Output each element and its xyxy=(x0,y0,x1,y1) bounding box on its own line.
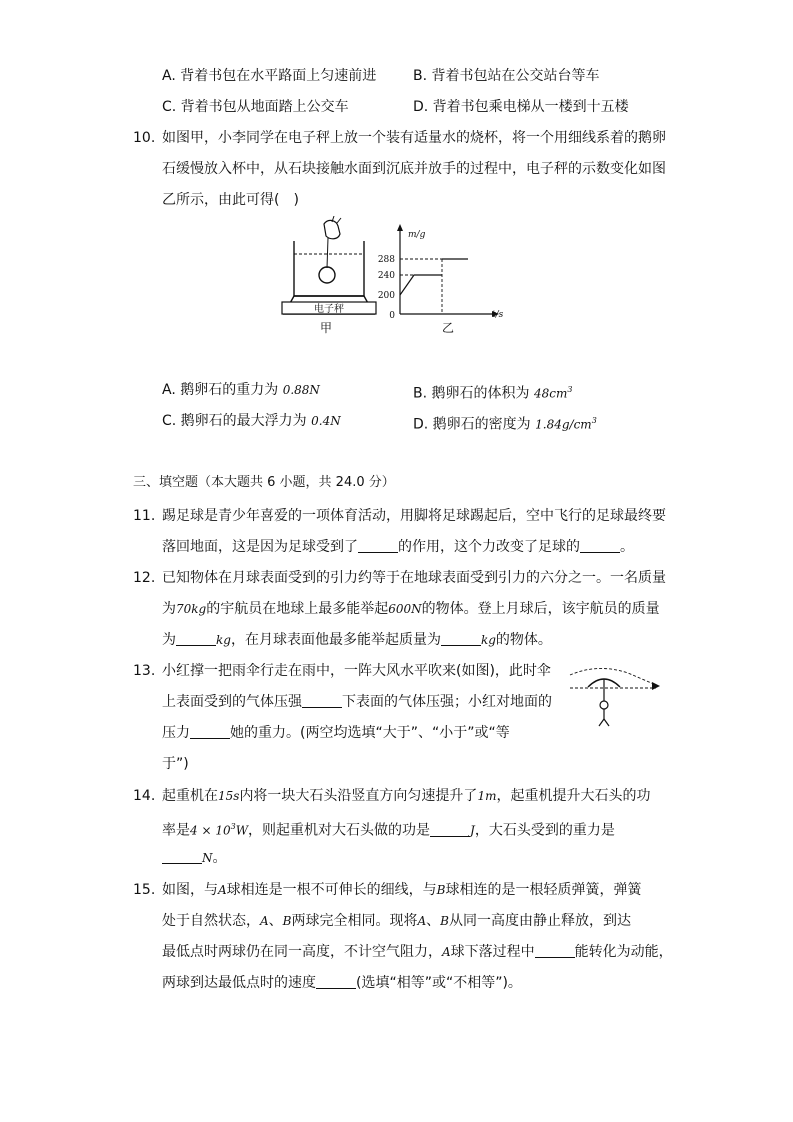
hand-icon xyxy=(324,220,340,238)
q10-option-a xyxy=(162,380,320,400)
y-axis-label: m/g xyxy=(408,230,426,240)
q15-line1-b: 球相连是一根不可伸长的细线，与 xyxy=(226,882,437,898)
q14-line1-b: 内将一块大石头沿竖直方向匀速提升了 xyxy=(239,788,478,804)
q13-line3-a: 压力 xyxy=(162,725,190,741)
q12-force-value: 600N xyxy=(388,602,422,616)
q15-ball-b-2: B xyxy=(282,914,292,928)
q12-line3-b: ，在月球表面他最多能举起质量为 xyxy=(230,632,441,648)
q11-line2-a: 落回地面，这是因为足球受到了 xyxy=(162,539,358,555)
q14-number: 14. xyxy=(133,788,156,804)
q11-line2-c: 。 xyxy=(620,539,634,555)
q10-option-d-value: 1.84g/cm xyxy=(535,417,592,432)
q15-line2-d: 、 xyxy=(426,913,441,929)
q10-number: 10. xyxy=(133,130,156,146)
q12-line2-c: 的物体。登上月球后，该宇航员的质量 xyxy=(421,601,660,617)
q13-line1: 小红撑一把雨伞行走在雨中，一阵大风水平吹来(如图)，此时伞 xyxy=(162,663,551,679)
q10-option-b-sup: 3 xyxy=(567,385,573,394)
q14-line2-a: 率是 xyxy=(162,822,190,839)
q11-blank-2[interactable] xyxy=(580,538,620,553)
string-line xyxy=(327,238,328,268)
q10-figure-beaker xyxy=(280,216,380,338)
q14-blank-2[interactable] xyxy=(162,849,202,864)
q12-number: 12. xyxy=(133,570,156,586)
q13-line2-b: 下表面的气体压强；小红对地面的 xyxy=(342,694,552,710)
q14-unit-j: J xyxy=(470,823,475,838)
q10-option-b xyxy=(413,380,572,404)
q11-number: 11. xyxy=(133,508,156,524)
q10-option-d xyxy=(413,411,597,435)
q15-line4 xyxy=(162,973,522,993)
person-head xyxy=(600,701,608,709)
q12-mass-value: 70kg xyxy=(176,602,207,616)
q15-line1-c: 球相连的是一根轻质弹簧，弹簧 xyxy=(445,882,642,898)
q13-line4: 于”) xyxy=(162,756,189,772)
series-line-rise xyxy=(400,275,442,295)
q10-option-d-sup: 3 xyxy=(591,416,597,425)
scale-label: 电子秤 xyxy=(314,304,344,315)
q10-option-d-text: D. 鹅卵石的密度为 xyxy=(413,416,531,433)
q14-blank-1[interactable] xyxy=(430,822,470,837)
q12-line2-b: 的宇航员在地球上最多能举起 xyxy=(206,601,389,617)
q13-blank-1[interactable] xyxy=(302,693,342,708)
q12-line3-a: 为 xyxy=(162,632,176,648)
q13-line3 xyxy=(162,723,510,743)
q15-ball-a-3: A xyxy=(417,914,427,928)
q15-ball-a-2: A xyxy=(260,914,269,928)
q10-option-c xyxy=(162,411,341,431)
q9-option-d: D. 背着书包乘电梯从一楼到十五楼 xyxy=(413,99,629,115)
q11-line1: 踢足球是青少年喜爱的一项体育活动，用脚将足球踢起后，空中飞行的足球最终要 xyxy=(162,508,666,524)
q14-unit-n: N xyxy=(202,851,213,865)
q14-line2 xyxy=(162,817,615,841)
pebble-circle xyxy=(319,267,335,283)
figure-caption-left: 甲 xyxy=(319,321,333,335)
wind-line-upper xyxy=(570,668,656,685)
q14-height-value: 1m xyxy=(477,789,497,803)
q12-blank-1[interactable] xyxy=(176,631,216,646)
q12-blank-2[interactable] xyxy=(441,631,481,646)
q14-line1-c: ，起重机提升大石头的功 xyxy=(496,788,651,804)
q15-line3-b: 球下落过程中 xyxy=(450,944,535,960)
q15-line1 xyxy=(162,880,642,900)
q14-power-value: 4 × 10 xyxy=(190,823,231,838)
q13-line3-b: 她的重力。(两空均选填“大于”、“小于”或“等 xyxy=(230,725,510,741)
y-tick-200: 200 xyxy=(377,291,395,301)
q15-line2-e: 从同一高度由静止释放，到达 xyxy=(449,913,631,929)
q14-line1-a: 起重机在 xyxy=(162,788,218,804)
q14-time-value: 15s xyxy=(218,789,240,803)
q15-line2-c: 两球完全相同。现将 xyxy=(291,913,418,929)
q13-line2 xyxy=(162,692,552,712)
q15-ball-b: B xyxy=(436,883,446,897)
q13-number: 13. xyxy=(133,663,156,679)
q10-stem-line1: 如图甲，小李同学在电子秤上放一个装有适量水的烧杯，将一个用细线系着的鹅卵 xyxy=(162,130,666,146)
q10-option-b-text: B. 鹅卵石的体积为 xyxy=(413,385,530,402)
q14-power-exp: 3 xyxy=(230,822,236,831)
q15-blank-1[interactable] xyxy=(535,943,575,958)
q12-line2-a: 为 xyxy=(162,601,176,617)
q11-line2-b: 的作用，这个力改变了足球的 xyxy=(398,539,580,555)
q10-stem-line2: 石缓慢放入杯中，从石块接触水面到沉底并放手的过程中，电子秤的示数变化如图 xyxy=(162,161,666,177)
q15-line1-a: 如图，与 xyxy=(162,882,218,898)
q12-line1: 已知物体在月球表面受到的引力约等于在地球表面受到引力的六分之一。一名质量 xyxy=(162,570,666,586)
q13-line2-a: 上表面受到的气体压强 xyxy=(162,694,302,710)
y-tick-288: 288 xyxy=(377,255,395,265)
q15-line3 xyxy=(162,942,673,962)
q11-blank-1[interactable] xyxy=(358,538,398,553)
q10-option-a-value: 0.88N xyxy=(282,383,320,397)
q9-option-b: B. 背着书包站在公交站台等车 xyxy=(413,68,600,84)
figure-caption-right: 乙 xyxy=(441,321,455,334)
q10-figure-graph xyxy=(370,222,515,334)
q10-option-a-text: A. 鹅卵石的重力为 xyxy=(162,382,279,398)
section-title: 三、填空题（本大题共 6 小题，共 24.0 分） xyxy=(133,475,395,490)
q15-blank-2[interactable] xyxy=(316,974,356,989)
q10-option-c-text: C. 鹅卵石的最大浮力为 xyxy=(162,413,307,429)
q15-line2-a: 处于自然状态， xyxy=(162,913,260,929)
x-axis-label: t/s xyxy=(492,310,504,320)
q14-line2-c: ，大石头受到的重力是 xyxy=(474,822,615,839)
beaker-outline xyxy=(294,241,364,296)
q10-option-b-value: 48cm xyxy=(533,386,568,401)
q11-line2 xyxy=(162,537,634,557)
q9-option-a: A. 背着书包在水平路面上匀速前进 xyxy=(162,68,377,84)
q15-ball-a-4: A xyxy=(442,945,451,959)
q10-option-c-value: 0.4N xyxy=(311,414,341,428)
y-tick-240: 240 xyxy=(377,271,395,281)
y-tick-0: 0 xyxy=(389,311,395,321)
q12-line3 xyxy=(162,630,552,650)
q12-line3-c: 的物体。 xyxy=(495,632,552,648)
q14-line3-c: 。 xyxy=(212,850,227,866)
q15-line2 xyxy=(162,911,631,931)
q14-line1 xyxy=(162,786,650,806)
arrow-right-icon xyxy=(652,682,660,690)
q15-line3-a: 最低点时两球仍在同一高度，不计空气阻力， xyxy=(162,944,442,960)
q9-option-c: C. 背着书包从地面踏上公交车 xyxy=(162,99,349,115)
q12-line2 xyxy=(162,599,660,619)
q15-line3-c: 能转化为动能， xyxy=(574,944,673,960)
q10-stem-line3: 乙所示，由此可得( ) xyxy=(162,192,299,208)
q13-blank-2[interactable] xyxy=(190,724,230,739)
q15-line2-b: 、 xyxy=(268,913,283,929)
q15-line4-a: 两球到达最低点时的速度 xyxy=(162,975,316,991)
q12-unit-2: kg xyxy=(480,633,496,647)
q12-unit-1: kg xyxy=(216,633,231,647)
q14-line2-b: ，则起重机对大石头做的功是 xyxy=(248,822,431,839)
q15-ball-b-3: B xyxy=(440,914,449,928)
q15-line4-b: (选填“相等”或“不相等”)。 xyxy=(356,975,522,991)
q15-number: 15. xyxy=(133,882,156,898)
q15-ball-a: A xyxy=(218,883,227,897)
umbrella-wind-figure xyxy=(568,665,664,727)
q14-line3 xyxy=(162,848,227,868)
q14-power-unit: W xyxy=(235,823,249,838)
